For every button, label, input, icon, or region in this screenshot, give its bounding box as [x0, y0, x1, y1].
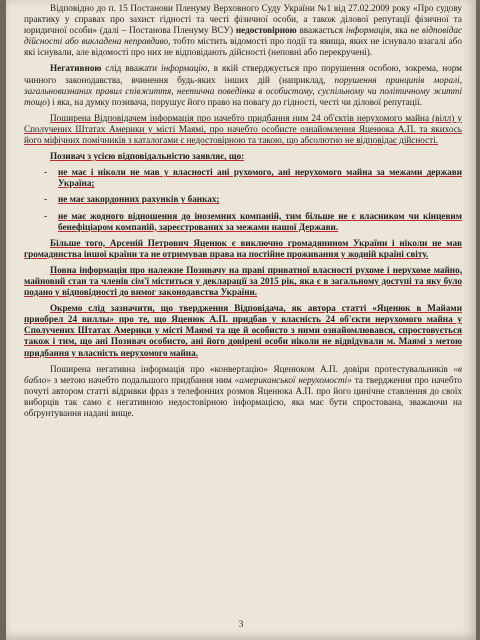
paragraph-definition-false-info [24, 3, 462, 58]
paragraph-plaintiff-declaration [24, 151, 462, 162]
text-run: Поширена Відповідачем інформація про начебто придбання ним 24 об'єктів нерухомого майна (вілл) у Сполучених Штатах Америки у місті Маямі, про начебто особисте ознайомлення Яценюка А.П. та якихось його міфічних помічників з каталогами є недостовірною та такою, що абсолютно не відповідає дійсності. [24, 112, 462, 146]
text-run: не має закордонних рахунків у банках; [58, 194, 220, 205]
text-run: інформацію [161, 63, 208, 74]
text-run: не має жодного відношення до іноземних компаній, тим більше не є власником чи кінцевим бенефіціаром компаній, зареєстрованих за межами нашої Держави. [58, 210, 462, 232]
text-run: не має і ніколи не мав у власності ані рухомого, ані нерухомого майна за межами держави Україна; [58, 167, 462, 189]
text-run: Позивач з усією відповідальністю заявляє, що: [50, 151, 245, 162]
text-run: , яка [389, 25, 411, 36]
text-run: Відповідно до п. 15 Постанови Пленуму Верховного Суду України №1 від 27.02.2009 року «Про судову практику у справах про захист гідності та честі фізичної особи, а також ділової репутації фізичної та юридичної особи» (далі – Постанова Пленуму ВСУ) [24, 3, 462, 36]
paragraph-conversion-claim [24, 364, 462, 419]
declaration-list [24, 167, 462, 232]
text-run: , тобто містить відомості про події та явища, яких не існувало взагалі або які існували, але відомості про них не відповідають дійсності (неповні або перекручені). [24, 36, 462, 58]
text-run: недостовірною [235, 25, 297, 36]
text-run: Окремо слід зазначити, що твердження Відповідача, як автора статті «Яценюк в Майами приобрел 24 виллы» про те, що Яценюк А.П. придбав у власність 24 об'єкти нерухомого майна у Сполучених Штатах Америки у місті Маямі та ще й особисто з ними ознайомлювався, спростовується також і тим, що ані Позивач особисто, ані його довірені особи ніколи не відвідували м. Маямі з метою придбання у власність нерухомого майна. [24, 303, 462, 358]
list-item [58, 194, 462, 205]
text-run: Негативною [50, 63, 102, 74]
text-run: Поширена негативна інформація про «конвертацію» Яценюком А.П. довіри протестувальників [50, 363, 454, 374]
text-run: з метою начебто подальшого придбання ним [50, 374, 235, 385]
paragraph-definition-negative-info [24, 63, 462, 107]
paragraph-citizenship [24, 238, 462, 260]
text-run: інформація [345, 25, 390, 36]
paragraph-declaration-2015 [24, 265, 462, 298]
page-number: 3 [238, 620, 244, 630]
paragraph-miami-claim [24, 303, 462, 358]
paragraph-disputed-info [24, 113, 462, 146]
text-run: ) і яка, на думку позивача, порушує його право на повагу до гідності, честі чи ділової репутації. [46, 96, 423, 107]
text-run: «в бабло» [24, 363, 462, 385]
text-run: вважається [296, 25, 346, 36]
text-run: слід вважати [101, 63, 162, 74]
text-run: порушення принципів моралі, загальновизнаних правил співжиття, неетична поведінка в особистому, суспільному чи політичному житті тощо [24, 74, 462, 107]
document-page [6, 0, 476, 640]
document-body [24, 3, 462, 424]
list-item [58, 167, 462, 189]
text-run: Більше того, Арсеній Петрович Яценюк є виключно громадянином України і ніколи не мав громадянства іншої країни та не отримував права на постійне проживання у жодній країні світу. [24, 237, 462, 259]
text-run: не відповідає дійсності або викладена неправдиво [24, 25, 462, 47]
text-run: Повна інформація про належне Позивачу на праві приватної власності рухоме і нерухоме майно, майновий стан та членів сім'ї міститься у декларації за 2015 рік, яка є в загальному доступі та яку було подано у відповідності до вимог законодавства України. [24, 264, 462, 298]
text-run: та твердження про начебто почуті автором статті відривки фраз з телефонних розмов Яценюка А.П. про його цинічне ставлення до своїх виборців так само є негативною недостовірною інформацією, яка має бути спростована, зважаючи на обґрунтування надані вище. [24, 374, 462, 418]
text-run: , в якій стверджується про порушення особою, зокрема, норм чинного законодавства, вчинення будь-яких інших дій (наприклад, [24, 63, 462, 85]
text-run: «американської нерухомості» [234, 374, 352, 385]
list-item [58, 211, 462, 233]
